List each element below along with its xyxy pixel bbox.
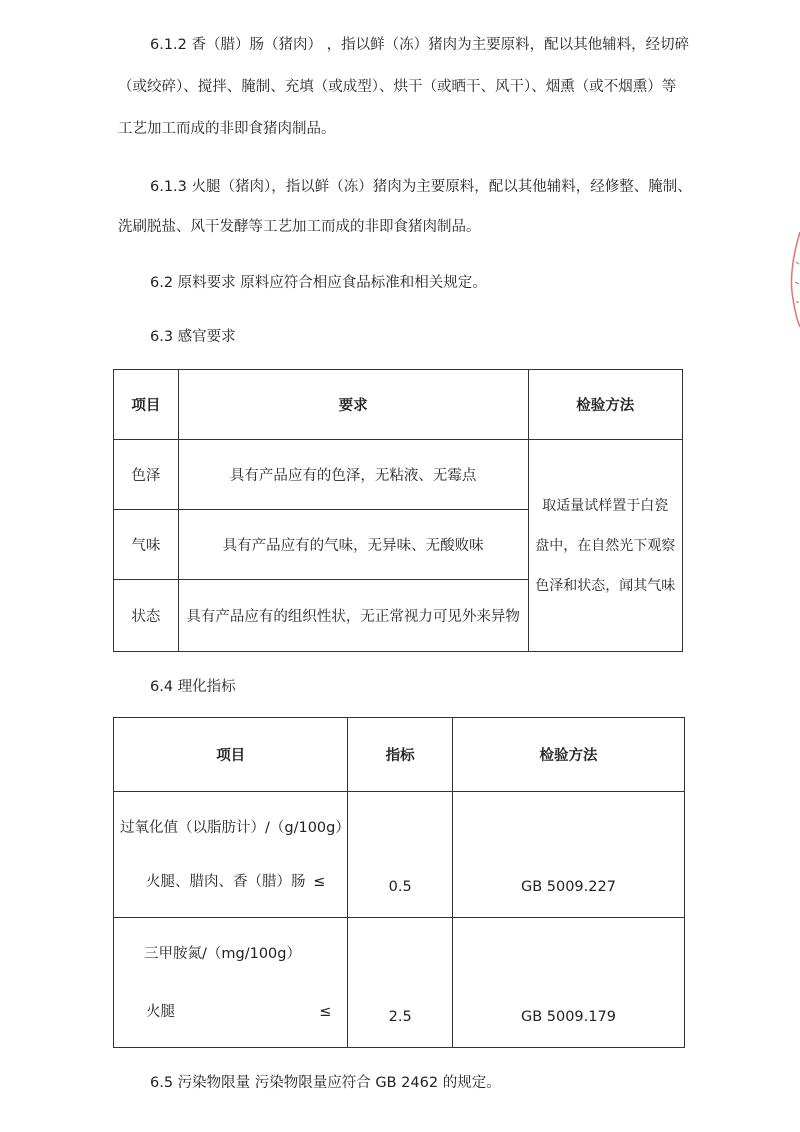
physchem-item-name: 三甲胺氮/（mg/100g） [144, 945, 301, 962]
section-6-3-title: 6.3 感官要求 [150, 329, 236, 345]
sensory-requirements-table [113, 369, 683, 652]
sensory-method-line: 取适量试样置于白瓷 [542, 497, 669, 514]
physchem-header-item: 项目 [114, 718, 348, 792]
physchem-method: GB 5009.227 [452, 792, 684, 918]
sensory-method [528, 440, 683, 652]
sensory-item: 状态 [114, 580, 179, 652]
physchem-op: ≤ [313, 873, 326, 890]
paragraph-6-2: 6.2 原料要求 原料应符合相应食品标准和相关规定。 [150, 275, 487, 291]
paragraph-6-1-2-line2: （或绞碎）、搅拌、腌制、充填（或成型）、烘干（或晒干、风干）、烟熏（或不烟熏）等 [118, 79, 677, 95]
physchem-item-sub: 火腿 [146, 1003, 175, 1020]
physicochemical-table [113, 717, 685, 1048]
physchem-value: 2.5 [348, 918, 453, 1048]
table-row [114, 918, 685, 1048]
physchem-method: GB 5009.179 [452, 918, 684, 1048]
paragraph-6-5: 6.5 污染物限量 污染物限量应符合 GB 2462 的规定。 [150, 1075, 501, 1091]
section-6-4-title: 6.4 理化指标 [150, 679, 236, 695]
sensory-header-item: 项目 [114, 370, 179, 440]
paragraph-6-1-2-line1: 6.1.2 香（腊）肠（猪肉） ，指以鲜（冻）猪肉为主要原料，配以其他辅料，经切碎 [150, 37, 690, 53]
sensory-header-method: 检验方法 [528, 370, 683, 440]
physchem-item [114, 792, 348, 918]
paragraph-6-1-2-line3: 工艺加工而成的非即食猪肉制品。 [118, 121, 336, 137]
sensory-method-line: 色泽和状态，闻其气味 [535, 577, 676, 594]
sensory-requirement: 具有产品应有的组织性状，无正常视力可见外来异物 [178, 580, 528, 652]
physchem-item [114, 918, 348, 1048]
sensory-item: 气味 [114, 510, 179, 580]
physchem-item-sub: 火腿、腊肉、香（腊）肠 [146, 873, 306, 890]
sensory-requirement: 具有产品应有的气味，无异味、无酸败味 [178, 510, 528, 580]
paragraph-6-1-3-line1: 6.1.3 火腿（猪肉），指以鲜（冻）猪肉为主要原料，配以其他辅料，经修整、腌制、 [150, 179, 692, 195]
physchem-header-index: 指标 [348, 718, 453, 792]
sensory-item: 色泽 [114, 440, 179, 510]
sensory-requirement: 具有产品应有的色泽，无粘液、无霉点 [178, 440, 528, 510]
sensory-method-line: 盘中，在自然光下观察 [535, 537, 676, 554]
paragraph-6-1-3-line2: 洗刷脱盐、风干发酵等工艺加工而成的非即食猪肉制品。 [118, 219, 481, 235]
seal-stamp-edge [786, 232, 800, 327]
physchem-header-method: 检验方法 [452, 718, 684, 792]
sensory-header-requirement: 要求 [178, 370, 528, 440]
table-row [114, 440, 683, 510]
physchem-op: ≤ [319, 1003, 332, 1020]
physchem-value: 0.5 [348, 792, 453, 918]
table-row [114, 792, 685, 918]
physchem-item-name: 过氧化值（以脂肪计）/（g/100g） [120, 819, 350, 836]
